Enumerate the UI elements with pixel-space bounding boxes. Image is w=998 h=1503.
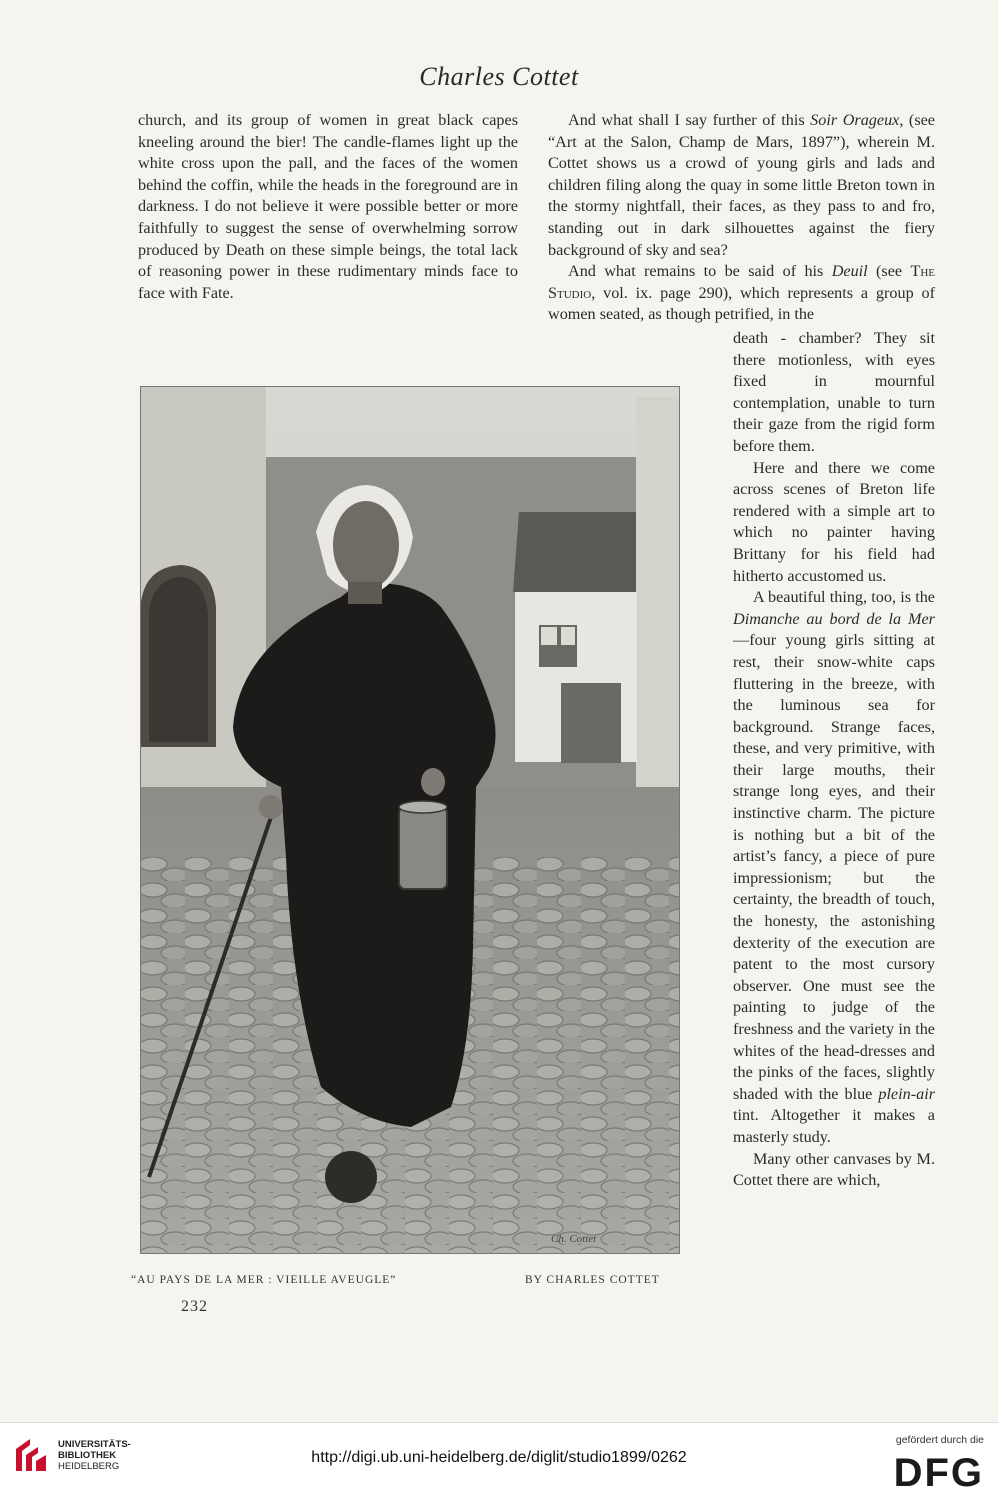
wooden-clog xyxy=(325,1151,377,1203)
painting-plate xyxy=(140,386,680,1254)
figure-caption-credit: BY CHARLES COTTET xyxy=(525,1274,660,1286)
paragraph-breton-life: Here and there we come across scenes of Breton life rendered with a simple art to which no painter having Brittany for his field had hitherto accustomed us. xyxy=(733,458,935,585)
painter-signature: Ch. Cottet xyxy=(551,1233,597,1245)
running-head: Charles Cottet xyxy=(419,62,579,91)
dfg-logo: DFG xyxy=(893,1451,984,1495)
term-plein-air: plein-air xyxy=(878,1084,935,1103)
paragraph-soir-orageux: And what shall I say further of this Soir Orageux, (see “Art at the Salon, Champ de Mars, 1897”), wherein M. Cottet shows us a crowd of young girls and lads and children filing along the quay in some little Breton town in the stormy nightfall, their faces, as they pass to and fro, standing out in dark silhouettes against the fiery background of sky and sea? xyxy=(548,111,935,259)
digitization-footer xyxy=(0,1422,998,1503)
hand xyxy=(259,795,283,819)
face xyxy=(333,501,399,589)
library-name: UNIVERSITÄTS- BIBLIOTHEK HEIDELBERG xyxy=(58,1439,131,1472)
right-text-column-top xyxy=(548,110,935,326)
paragraph-deuil-continued: death - chamber? They sit there motionless, with eyes fixed in mournful contemplation, unable to turn their gaze from the rigid form before them. xyxy=(733,329,935,455)
right-text-column-narrow xyxy=(733,328,935,1192)
source-url-link[interactable]: http://digi.ub.uni-heidelberg.de/diglit/studio1899/0262 xyxy=(311,1449,687,1466)
right-wall xyxy=(636,397,679,797)
figure-caption-title: “AU PAYS DE LA MER : VIEILLE AVEUGLE” xyxy=(131,1274,397,1286)
painting-illustration xyxy=(141,387,679,1253)
artwork-title: Deuil xyxy=(831,262,868,281)
hand xyxy=(421,768,445,796)
journal-name: The Studio xyxy=(548,262,936,302)
paragraph-deuil: And what remains to be said of his Deuil (see The Studio, vol. ix. page 290), which represents a group of women seated, as though petrified, in the xyxy=(548,262,936,324)
artwork-title: Dimanche au bord de la Mer xyxy=(733,609,935,628)
artwork-title: Soir Orageux xyxy=(810,111,900,129)
roof xyxy=(513,512,636,592)
left-paragraph: church, and its group of women in great black capes kneeling around the bier! The candle-flames light up the white cross upon the pall, and the faces of the women behind the coffin, while the heads in the foreground are in darkness. I do not believe it were possible better or more faithfully to suggest the sense of overwhelming sorrow produced by Death on these simple beings, the total lack of reasoning power in these rudimentary minds face to face with Fate. xyxy=(138,111,518,302)
house-door xyxy=(561,683,621,763)
left-text-column xyxy=(138,110,518,304)
funding-label: gefördert durch die xyxy=(895,1434,984,1446)
paragraph-dimanche: A beautiful thing, too, is the Dimanche au bord de la Mer—four young girls sitting at rest, their snow-white caps fluttering in the breeze, with the luminous sea for background. Strange faces, these, and very primitive, with their large mouths, their strange long eyes, and their instinctive charm. The picture is nothing but a bit of the artist’s fancy, a piece of pure impressionism; but the certainty, the breadth of touch, the honesty, the astonishing dexterity of the execution are patent to the most cursory observer. One must see the painting to judge of the freshness and the variety in the whites of the head-dresses and the pinks of the faces, slightly shaded with the blue plein-air tint. Altogether it makes a masterly study. xyxy=(733,588,935,1146)
page-number: 232 xyxy=(181,1298,208,1315)
paragraph-many-canvases: Many other canvases by M. Cottet there are which, xyxy=(733,1149,935,1190)
tin-can xyxy=(399,807,447,889)
